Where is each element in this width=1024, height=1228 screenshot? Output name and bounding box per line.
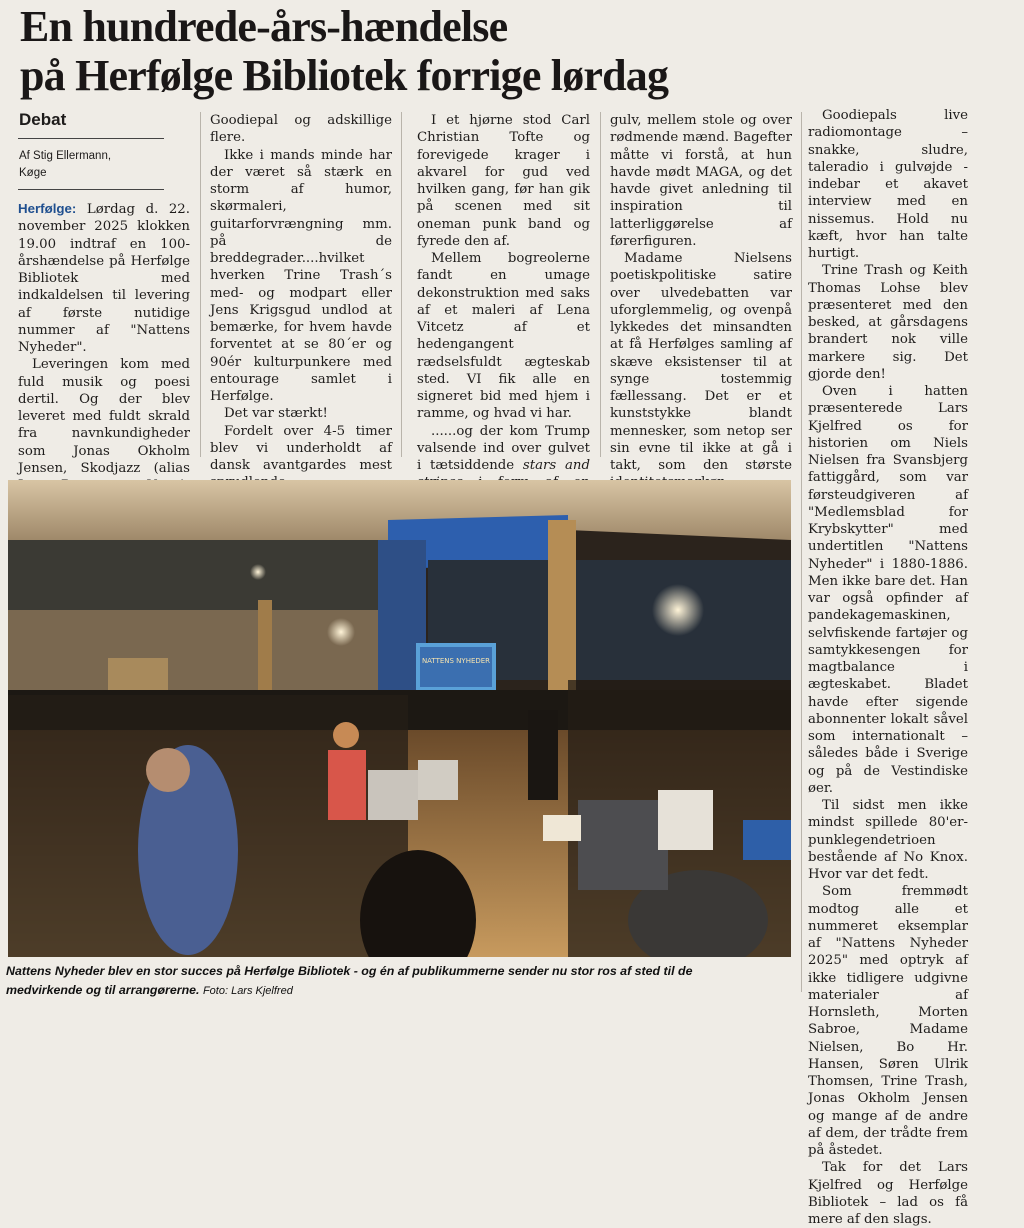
paragraph: Trine Trash og Keith Thomas Lohse blev præsenteret med den besked, at gårsdagens brandert nok ville markere sig. Det gjorde den! <box>808 263 968 382</box>
paragraph: gulv, mellem stole og over rødmende mænd. Bagefter måtte vi forstå, at hun havde mødt MAGA, og det havde givet anledning til inspiration til latterliggørelse af førerfiguren. <box>610 113 792 249</box>
paragraph: Det var stærkt! <box>224 406 328 422</box>
paragraph: Mellem bogreolerne fandt en umage dekonstruktion med saks af et maleri af Lena Vitcetz af et hedengangent rædselsfuldt ægteskab sted. VI fik alle en signeret bid med hjem i ramme, og hvad vi har. <box>417 251 590 422</box>
screen-title: NATTENS NYHEDER <box>421 657 491 665</box>
head <box>333 722 359 748</box>
chair <box>368 770 418 820</box>
trump-text-start: ......og der kom Trump valsende ind over gulvet i tætsiddende <box>417 423 590 473</box>
article-column-1 <box>18 200 190 512</box>
column-divider <box>801 112 802 992</box>
caption-line-1: Nattens Nyheder blev en stor succes på Herfølge Bibliotek - og én af publikummerne sender nu stor ros af sted til de <box>6 964 693 978</box>
article-column-3 <box>417 112 590 526</box>
woman-red-top <box>328 750 366 820</box>
seated-person <box>658 790 713 850</box>
head <box>146 748 190 792</box>
pendant-lamp <box>327 618 355 646</box>
byline-rule <box>18 189 164 190</box>
chair <box>418 760 458 800</box>
paragraph: Ikke i mands minde har der været så stærk en storm af humor, skørmaleri, guitarforvrængning mm. på de breddegrader....hvilket hverken Trine Trash´s med- og modpart eller Jens Krigsgud undlod at bemærke, for hvem havde forventet at se 80´er og 90ér kulturpunkere med entourage samlet i Herfølge. <box>210 147 392 404</box>
dateline: Herfølge: <box>18 201 77 216</box>
newspaper-copy <box>543 815 581 841</box>
column-divider <box>401 112 402 457</box>
pendant-lamp <box>250 564 266 580</box>
man-reading <box>578 800 668 890</box>
paragraph: Oven i hatten præsenterede Lars Kjelfred os for historien om Niels Nielsen fra Svansbjerg fattiggård, som var førsteudgiveren af "Medlemsblad for Krybskytter" med undertitlen "Nattens Nyheder" i 1880-1886. Men ikke bare det. Han var også opfinder af pandekagemaskinen, selvfiskende fartøjer og samtykkesengen for magtbalance i ægteskabet. Bladet havde efter sigende abonnenter lokalt såvel som internationalt – således både i Sverige og på de Vestindiske øer. <box>808 384 968 796</box>
paragraph: Leveringen kom med fuld musik og poesi dertil. Og der blev leveret med fuldt skrald fra navnkundigheder som Jonas Okholm Jensen, Skodjazz (alias <box>18 357 190 476</box>
paragraph: Fordelt over 4-5 timer blev vi underholdt af dansk avantgardes mest <box>210 423 392 473</box>
event-photo <box>8 480 791 957</box>
article-column-5 <box>808 107 968 1228</box>
caption-line-2: medvirkende og til arrangørerne. <box>6 983 200 997</box>
byline-author: Af Stig Ellermann, <box>19 150 112 162</box>
dateline-text: Lørdag d. 22. november 2025 klokken 19.00 indtraf en 100-årshændelse på Herfølge Bibliotek med indkaldelsen til levering af første nutidige nummer af "Nattens Nyheder". <box>18 202 190 355</box>
section-label: Debat <box>19 110 67 129</box>
paragraph: I et hjørne stod Carl Christian Tofte og forevigede krager i akvarel for gud ved hvilken gang, før han gik på scenen med sit oneman punk band og fyrede den af. <box>417 113 590 249</box>
trump-text-italic: stars and <box>522 458 590 473</box>
standing-person <box>528 710 558 800</box>
column-divider <box>600 112 601 457</box>
headline-line-1: En hundrede-års-hændelse <box>20 2 508 51</box>
blue-bag <box>743 820 791 860</box>
pendant-lamp <box>652 584 704 636</box>
paragraph: Goodiepal og adskillige flere. <box>210 113 392 146</box>
article-column-4 <box>610 112 792 492</box>
headline <box>20 2 720 100</box>
paragraph: Til sidst men ikke mindst spillede 80'er-punklegendetrioen bestående af No Knox. Hvor var det fedt. <box>808 798 968 882</box>
library-event-photo <box>8 480 791 957</box>
paragraph <box>18 200 190 356</box>
column-divider <box>200 112 201 457</box>
byline <box>19 148 169 182</box>
photo-caption <box>6 962 791 1001</box>
paragraph: Goodiepals live radiomontage – snakke, sludre, taleradio i gulvøjde - indebar et akavet interview med en nissemus. Hold nu kæft, hvor han talte hurtigt. <box>808 108 968 261</box>
paragraph: Tak for det Lars Kjelfred og Herfølge Bibliotek – lad os få mere af den slags. <box>808 1160 968 1227</box>
left-wall <box>8 610 388 690</box>
byline-place: Køge <box>19 167 47 179</box>
projection-image <box>420 647 492 687</box>
paragraph: Madame Nielsens poetiskpolitiske satire over ulvedebatten var uforglemmelig, og ovenpå lykkedes det minsandten at få Herfølges samling af skæve eksistenser til at synge tostemmig fællessang. Det er et kunststykke blandt mennesker, som netop ser sin evne til ikke at gå i takt, som den største <box>610 251 792 473</box>
section-rule <box>18 138 164 139</box>
article-column-2 <box>210 112 392 509</box>
clerestory-windows <box>8 540 388 610</box>
paragraph: Som fremmødt modtog alle et nummeret eksemplar af "Nattens Nyheder 2025" med optryk af ikke tidligere udgivne materialer af Hornsleth, Morten Sabroe, Madame Nielsen, Bo Hr. Hansen, Søren Ulrik Thomsen, Trine Trash, Jonas Okholm Jensen og mange af de andre af dem, der trådte frem på åstedet. <box>808 884 968 1158</box>
photo-credit: Foto: Lars Kjelfred <box>202 985 293 997</box>
headline-line-2: på Herfølge Bibliotek forrige lørdag <box>20 51 669 100</box>
